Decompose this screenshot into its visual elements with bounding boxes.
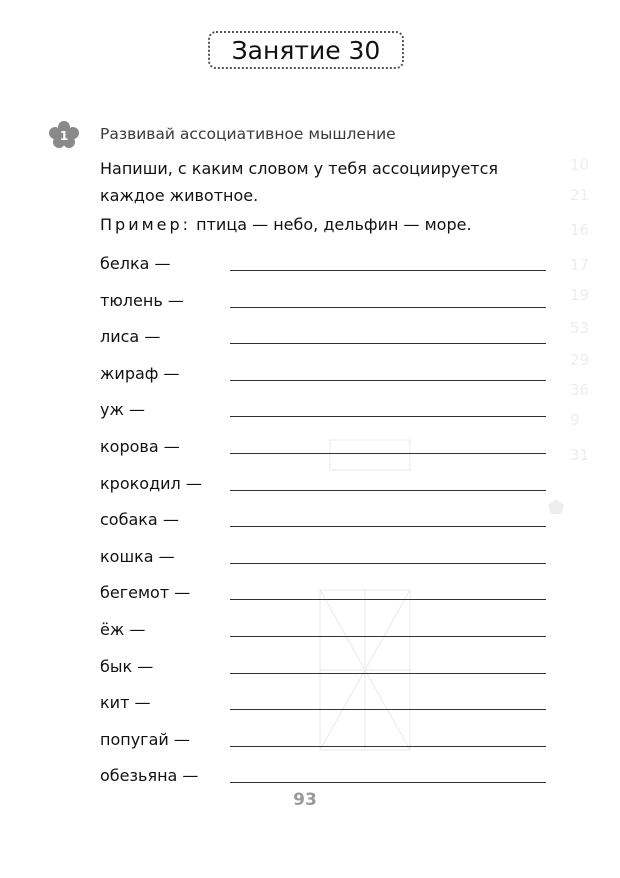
list-item — [100, 617, 550, 654]
svg-text:31: 31 — [570, 446, 590, 464]
svg-text:21: 21 — [570, 186, 590, 204]
answer-line[interactable] — [230, 782, 546, 783]
answer-list — [100, 251, 550, 800]
answer-line[interactable] — [230, 709, 546, 710]
example-label: Пример: — [100, 215, 192, 234]
list-item — [100, 471, 550, 508]
flower-number-icon — [48, 120, 80, 148]
animal-word: обезьяна — — [100, 766, 199, 786]
list-item — [100, 434, 550, 471]
animal-word: собака — — [100, 510, 179, 530]
list-item — [100, 397, 550, 434]
animal-word: кошка — — [100, 546, 175, 566]
answer-line[interactable] — [230, 563, 546, 564]
svg-text:17: 17 — [570, 256, 590, 274]
list-item — [100, 324, 550, 361]
animal-word: кит — — [100, 693, 151, 713]
list-item — [100, 361, 550, 398]
animal-word: бык — — [100, 656, 154, 676]
answer-line[interactable] — [230, 343, 546, 344]
answer-line[interactable] — [230, 673, 546, 674]
svg-text:9: 9 — [570, 411, 580, 429]
task-title: Развивай ассоциативное мышление — [100, 125, 396, 143]
animal-word: ёж — — [100, 619, 146, 639]
answer-line[interactable] — [230, 490, 546, 491]
list-item — [100, 763, 550, 800]
task-number: 1 — [59, 129, 69, 143]
svg-text:53: 53 — [570, 319, 590, 337]
svg-text:19: 19 — [570, 286, 590, 304]
task-header — [48, 120, 568, 148]
list-item — [100, 580, 550, 617]
animal-word: жираф — — [100, 363, 180, 383]
animal-word: попугай — — [100, 729, 190, 749]
animal-word: белка — — [100, 254, 171, 273]
example-text: птица — небо, дельфин — море. — [196, 215, 472, 234]
animal-word: крокодил — — [100, 473, 202, 493]
animal-word: уж — — [100, 400, 145, 420]
list-item — [100, 727, 550, 764]
animal-word: лиса — — [100, 327, 161, 347]
animal-word: тюлень — — [100, 290, 184, 310]
answer-line[interactable] — [230, 380, 546, 381]
page-number: 93 — [293, 790, 317, 810]
example-line — [100, 215, 560, 234]
animal-word: корова — — [100, 436, 180, 456]
svg-text:36: 36 — [570, 381, 590, 399]
answer-line[interactable] — [230, 270, 546, 271]
answer-line[interactable] — [230, 416, 546, 417]
answer-line[interactable] — [230, 307, 546, 308]
svg-text:29: 29 — [570, 351, 590, 369]
list-item — [100, 654, 550, 691]
list-item — [100, 690, 550, 727]
list-item — [100, 251, 550, 288]
list-item — [100, 544, 550, 581]
answer-line[interactable] — [230, 599, 546, 600]
answer-line[interactable] — [230, 636, 546, 637]
answer-line[interactable] — [230, 746, 546, 747]
svg-text:16: 16 — [570, 221, 590, 239]
lesson-title: Занятие 30 — [208, 31, 404, 69]
list-item — [100, 507, 550, 544]
answer-line[interactable] — [230, 453, 546, 454]
task-instruction: Напиши, с каким словом у тебя ассоциируется каждое животное. — [100, 159, 499, 205]
svg-text:10: 10 — [570, 156, 590, 174]
animal-word: бегемот — — [100, 583, 191, 603]
list-item — [100, 288, 550, 325]
answer-line[interactable] — [230, 526, 546, 527]
